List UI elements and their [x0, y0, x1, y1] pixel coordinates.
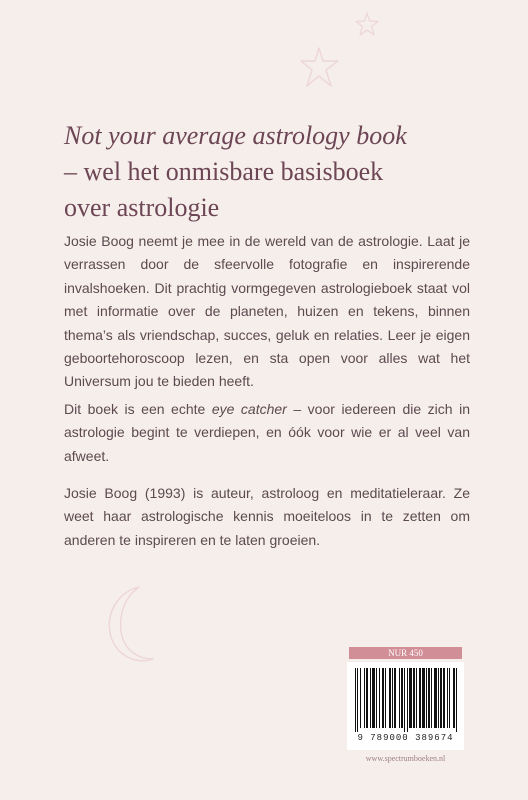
headline-line-3: over astrologie: [64, 193, 220, 222]
nur-code-label: NUR 450: [349, 647, 462, 659]
barcode-bar: [453, 668, 455, 728]
barcode-bar: [385, 668, 386, 728]
barcode-bar: [449, 668, 450, 728]
barcode-bar: [407, 668, 408, 732]
barcode-bar: [382, 668, 384, 728]
barcode-bar: [376, 668, 377, 728]
eye-catcher-paragraph: [64, 398, 470, 468]
barcode-bar: [443, 668, 445, 728]
headline-line-2: – wel het onmisbare basisboek: [64, 157, 384, 186]
p2-italic-phrase: eye catcher: [211, 401, 287, 417]
barcode-bar: [401, 668, 403, 728]
barcode-bar: [392, 668, 393, 728]
barcode-bar: [422, 668, 425, 728]
barcode-bar: [456, 668, 457, 732]
barcode-bar: [438, 668, 439, 728]
publisher-website: www.spectrumboeken.nl: [365, 754, 446, 763]
barcode: [347, 662, 464, 750]
p2-text-start: Dit boek is een echte: [64, 401, 212, 417]
barcode-bar: [434, 668, 437, 728]
barcode-bar: [399, 668, 400, 728]
barcode-bar: [366, 668, 368, 728]
author-bio-paragraph: Josie Boog (1993) is auteur, astroloog en meditatieleraar. Ze weet haar astrologische kennis moeiteloos in te zetten om anderen te inspireren en te laten groeien.: [64, 485, 470, 548]
barcode-bar: [416, 668, 417, 728]
barcode-bar: [440, 668, 442, 728]
large-star-icon: [300, 46, 340, 90]
barcode-bars: [347, 662, 464, 734]
barcode-bar: [355, 668, 356, 732]
barcode-bar: [428, 668, 430, 728]
intro-paragraph: Josie Boog neemt je mee in de wereld van de astrologie. Laat je verrassen door de sfeervolle fotografie en inspirerende invalshoeken. Dit prachtig vormgegeven astrologieboek staat vol met informatie over de planeten, huizen en tekens, binnen thema’s als vriendschap, succes, geluk en relaties. Leer je eigen geboortehoroscoop lezen, en sta open voor alles wat het Universum jou te bieden heeft.: [64, 233, 470, 390]
barcode-bar: [394, 668, 396, 728]
barcode-bar: [364, 668, 365, 728]
small-star-icon: [355, 12, 379, 38]
crescent-moon-icon: [105, 585, 155, 665]
barcode-bar: [370, 668, 371, 728]
barcode-bar: [447, 668, 448, 728]
barcode-bar: [431, 668, 432, 728]
isbn-number: 9 789000 389674: [357, 733, 454, 743]
barcode-bar: [426, 668, 427, 728]
barcode-bar: [389, 668, 391, 728]
barcode-bar: [360, 668, 361, 728]
barcode-bar: [372, 668, 375, 728]
headline-line-1: Not your average astrology book: [64, 121, 407, 150]
headline: [64, 118, 484, 226]
p2-text-end: – voor iedereen die zich in astrologie begint te verdiepen, en óók voor wie er al veel van afweet.: [64, 401, 470, 464]
barcode-bar: [404, 668, 405, 732]
barcode-bar: [379, 668, 380, 728]
barcode-bar: [357, 668, 358, 732]
barcode-bar: [419, 668, 421, 728]
barcode-bar: [413, 668, 415, 728]
barcode-bar: [409, 668, 412, 728]
